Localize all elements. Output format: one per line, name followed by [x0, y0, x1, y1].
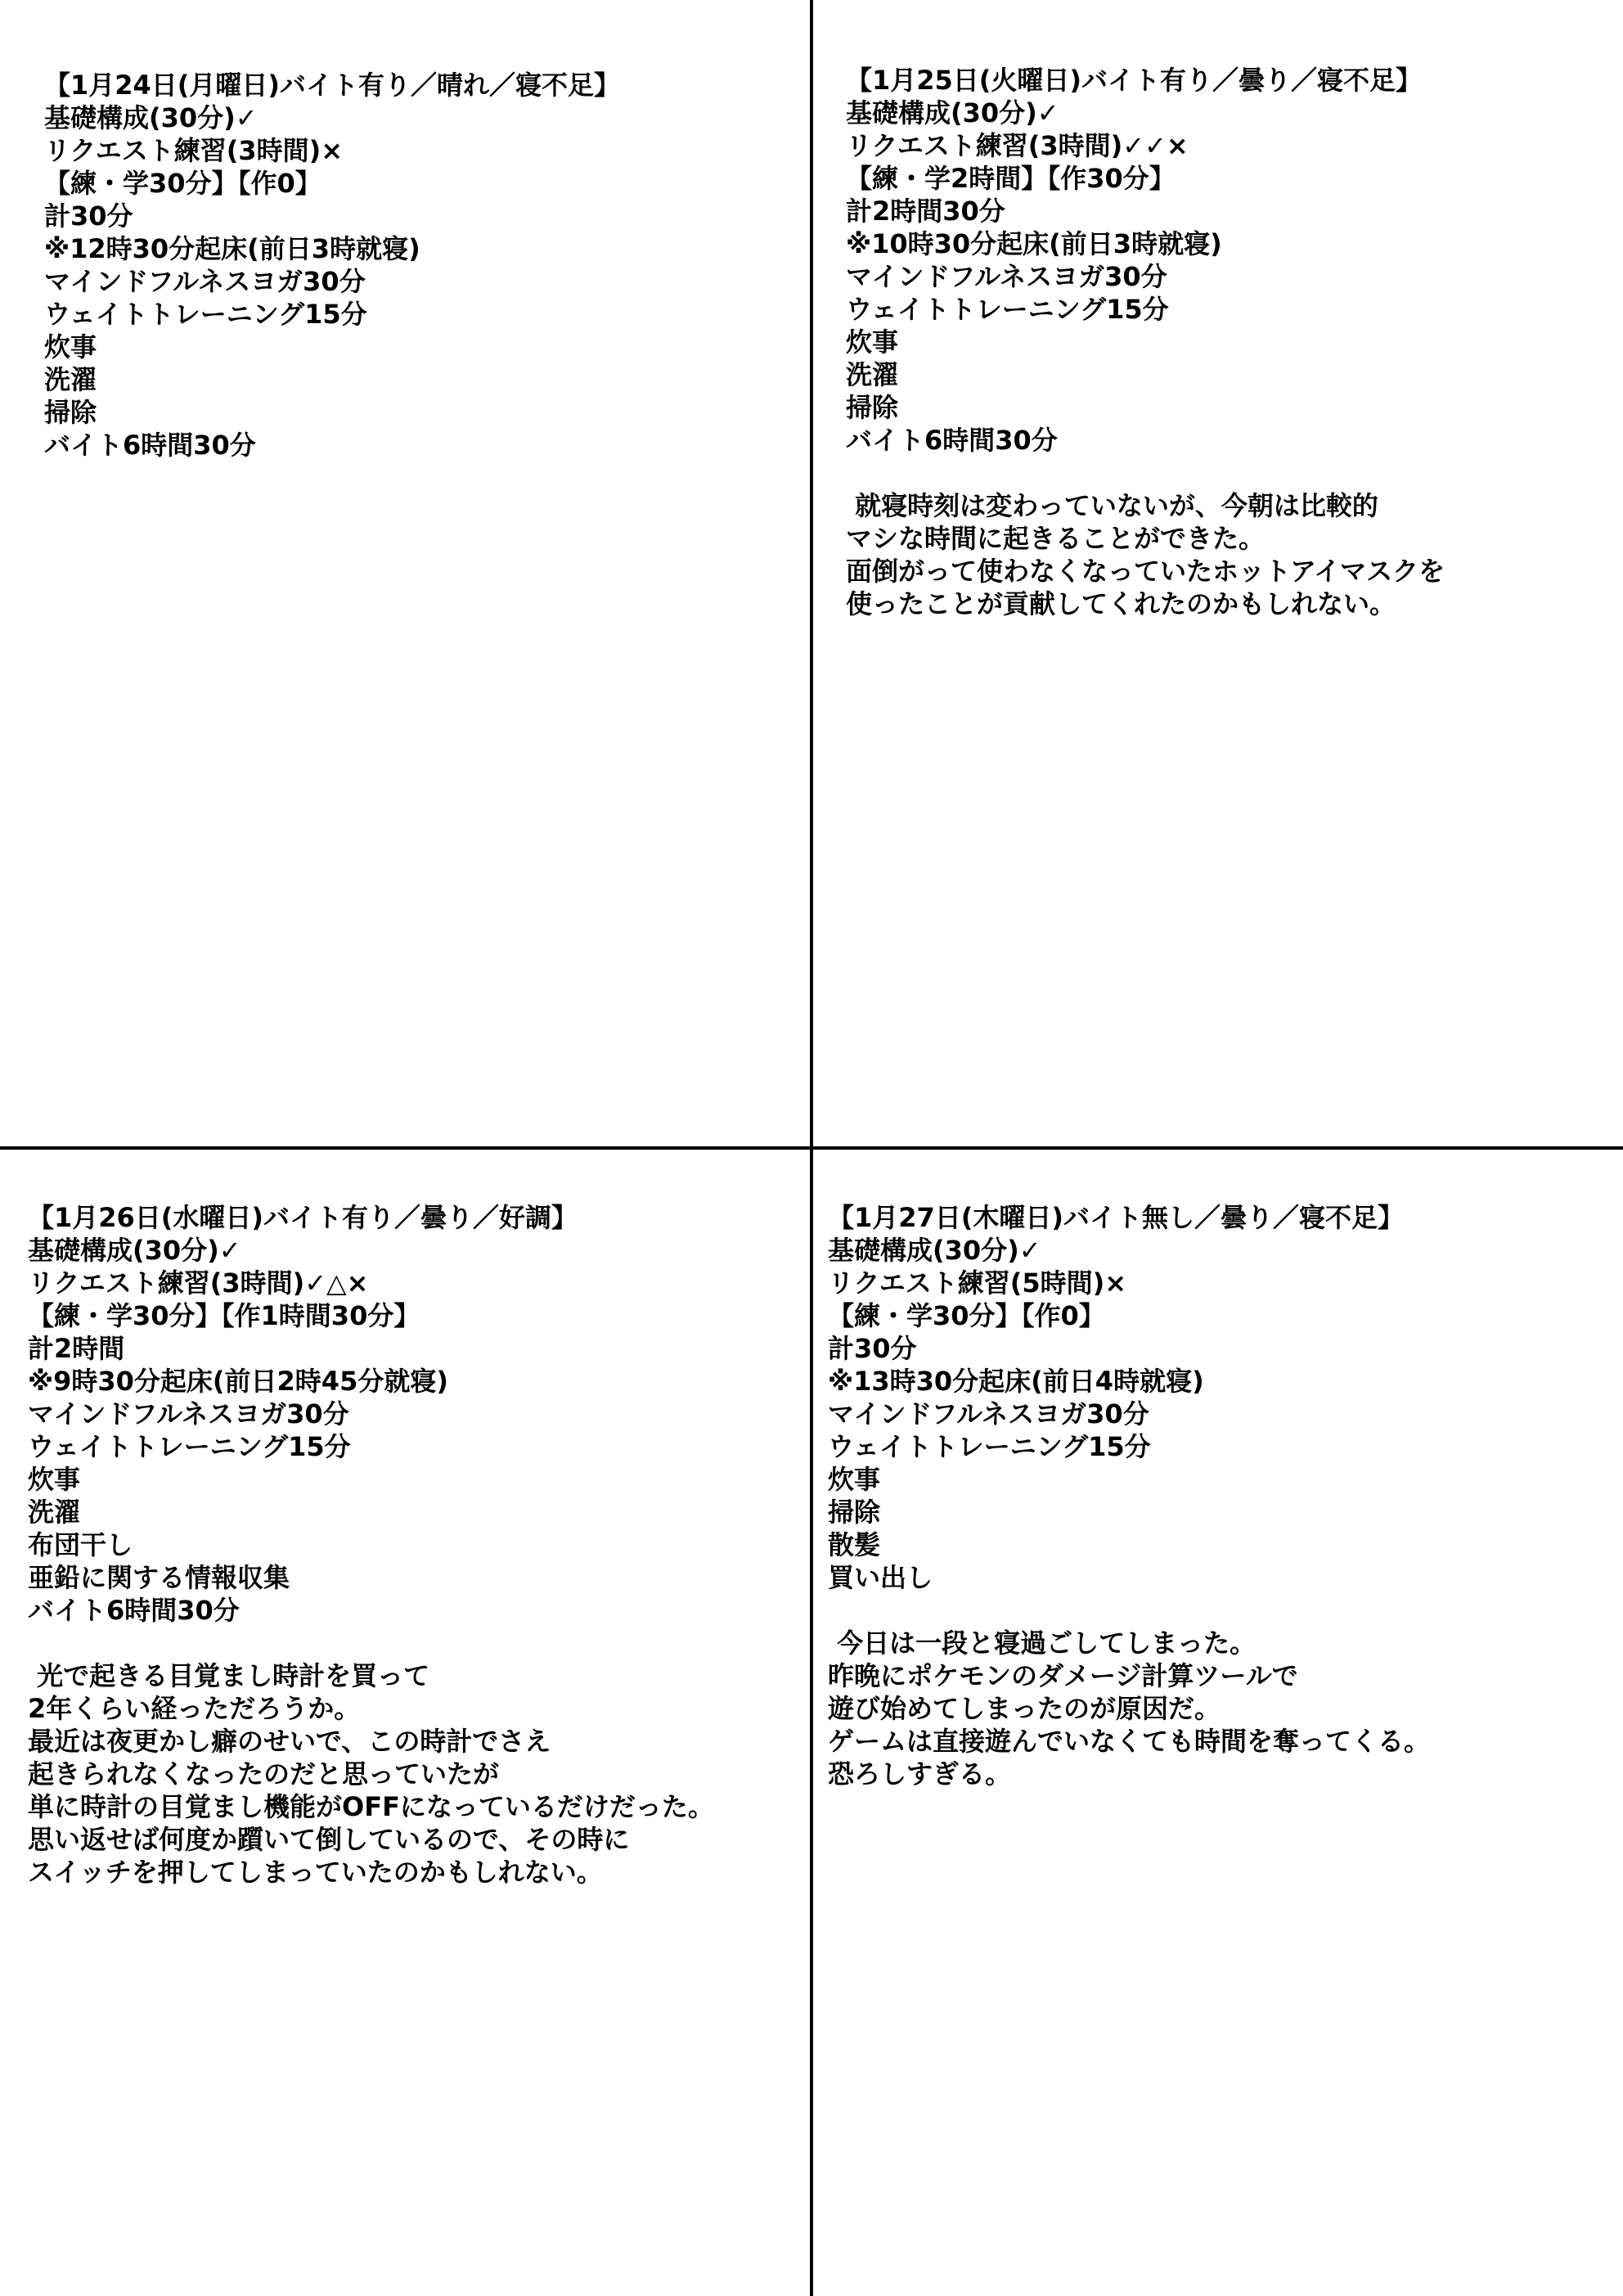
log-line: ※13時30分起床(前日4時就寝) — [828, 1366, 1204, 1397]
note-line: スイッチを押してしまっていたのかもしれない。 — [28, 1857, 603, 1888]
entry-heading: 【1月24日(月曜日)バイト有り／晴れ／寝不足】 — [44, 70, 621, 101]
log-line: 基礎構成(30分)✓ — [28, 1235, 241, 1266]
log-line: 洗濯 — [44, 364, 97, 395]
log-line: 計30分 — [828, 1333, 917, 1364]
note-line: 就寝時刻は変わっていないが、今朝は比較的 — [846, 490, 1378, 521]
note-line: 面倒がって使わなくなっていたホットアイマスクを — [846, 556, 1445, 587]
log-line: 掃除 — [44, 397, 97, 428]
log-line: ウェイトトレーニング15分 — [44, 299, 367, 330]
log-line: マインドフルネスヨガ30分 — [44, 266, 366, 297]
note-line: 起きられなくなったのだと思っていたが — [28, 1758, 500, 1790]
log-line: ※10時30分起床(前日3時就寝) — [846, 228, 1222, 259]
log-line: 洗濯 — [28, 1497, 81, 1528]
log-line: リクエスト練習(3時間)✓△× — [28, 1267, 369, 1299]
log-line: 【練・学30分】【作1時間30分】 — [28, 1300, 420, 1331]
log-line: 計30分 — [44, 200, 133, 232]
log-line: 炊事 — [28, 1464, 81, 1495]
log-line: リクエスト練習(3時間)× — [44, 135, 344, 166]
note-line: 遊び始めてしまったのが原因だ。 — [828, 1693, 1221, 1724]
log-line: 掃除 — [828, 1497, 881, 1528]
diary-entry-jan-27 — [828, 1201, 1430, 1790]
log-line: 炊事 — [828, 1464, 881, 1495]
log-line: 計2時間30分 — [846, 196, 1005, 227]
log-line: 炊事 — [44, 331, 97, 362]
log-line: ウェイトトレーニング15分 — [28, 1431, 351, 1462]
note-line: マシな時間に起きることができた。 — [846, 523, 1266, 554]
log-line: 基礎構成(30分)✓ — [846, 97, 1059, 128]
log-line: 基礎構成(30分)✓ — [44, 102, 258, 133]
note-line: 2年くらい経っただろうか。 — [28, 1693, 361, 1724]
diary-entry-jan-25 — [846, 64, 1445, 620]
note-line: ゲームは直接遊んでいなくても時間を奪ってくる。 — [828, 1726, 1431, 1757]
paragraph-gap — [28, 1627, 714, 1659]
log-line: 掃除 — [846, 392, 899, 423]
log-line: リクエスト練習(3時間)✓✓× — [846, 130, 1189, 161]
note-line: 思い返せば何度か躓いて倒しているので、その時に — [28, 1824, 630, 1855]
log-line: 【練・学30分】【作0】 — [828, 1300, 1105, 1331]
log-line: 炊事 — [846, 326, 899, 358]
entry-heading: 【1月25日(火曜日)バイト有り／曇り／寝不足】 — [846, 65, 1423, 96]
log-line: ウェイトトレーニング15分 — [828, 1431, 1151, 1462]
log-line: 洗濯 — [846, 359, 899, 390]
note-line: 単に時計の目覚まし機能がOFFになっているだけだった。 — [28, 1791, 714, 1822]
log-line: バイト6時間30分 — [44, 430, 256, 461]
log-line: 【練・学30分】【作0】 — [44, 168, 321, 199]
note-line: 今日は一段と寝過ごしてしまった。 — [828, 1627, 1257, 1659]
log-line: ウェイトトレーニング15分 — [846, 294, 1169, 325]
log-line: 布団干し — [28, 1529, 133, 1560]
horizontal-divider — [0, 1146, 1623, 1150]
log-line: ※12時30分起床(前日3時就寝) — [44, 233, 420, 264]
log-line: 計2時間 — [28, 1333, 125, 1364]
log-line: マインドフルネスヨガ30分 — [28, 1398, 349, 1429]
log-line: 散髪 — [828, 1529, 881, 1560]
log-line: 【練・学2時間】【作30分】 — [846, 163, 1176, 194]
log-line: バイト6時間30分 — [28, 1595, 240, 1626]
entry-heading: 【1月27日(木曜日)バイト無し／曇り／寝不足】 — [828, 1202, 1405, 1233]
log-line: マインドフルネスヨガ30分 — [828, 1398, 1149, 1429]
note-line: 恐ろしすぎる。 — [828, 1758, 1012, 1790]
note-line: 使ったことが貢献してくれたのかもしれない。 — [846, 588, 1396, 619]
diary-entry-jan-24 — [44, 69, 620, 461]
note-line: 昨晩にポケモンのダメージ計算ツールで — [828, 1660, 1298, 1691]
paragraph-gap — [846, 457, 1445, 489]
log-line: マインドフルネスヨガ30分 — [846, 261, 1167, 292]
diary-entry-jan-26 — [28, 1201, 714, 1889]
log-line: 亜鉛に関する情報収集 — [28, 1562, 290, 1593]
note-line: 光で起きる目覚まし時計を買って — [28, 1660, 430, 1691]
log-line: リクエスト練習(5時間)× — [828, 1267, 1127, 1299]
paragraph-gap — [828, 1594, 1430, 1627]
note-line: 最近は夜更かし癖のせいで、この時計でさえ — [28, 1726, 551, 1757]
log-line: バイト6時間30分 — [846, 425, 1058, 456]
entry-heading: 【1月26日(水曜日)バイト有り／曇り／好調】 — [28, 1202, 578, 1233]
log-line: 基礎構成(30分)✓ — [828, 1235, 1041, 1266]
log-line: 買い出し — [828, 1562, 933, 1593]
log-line: ※9時30分起床(前日2時45分就寝) — [28, 1366, 448, 1397]
